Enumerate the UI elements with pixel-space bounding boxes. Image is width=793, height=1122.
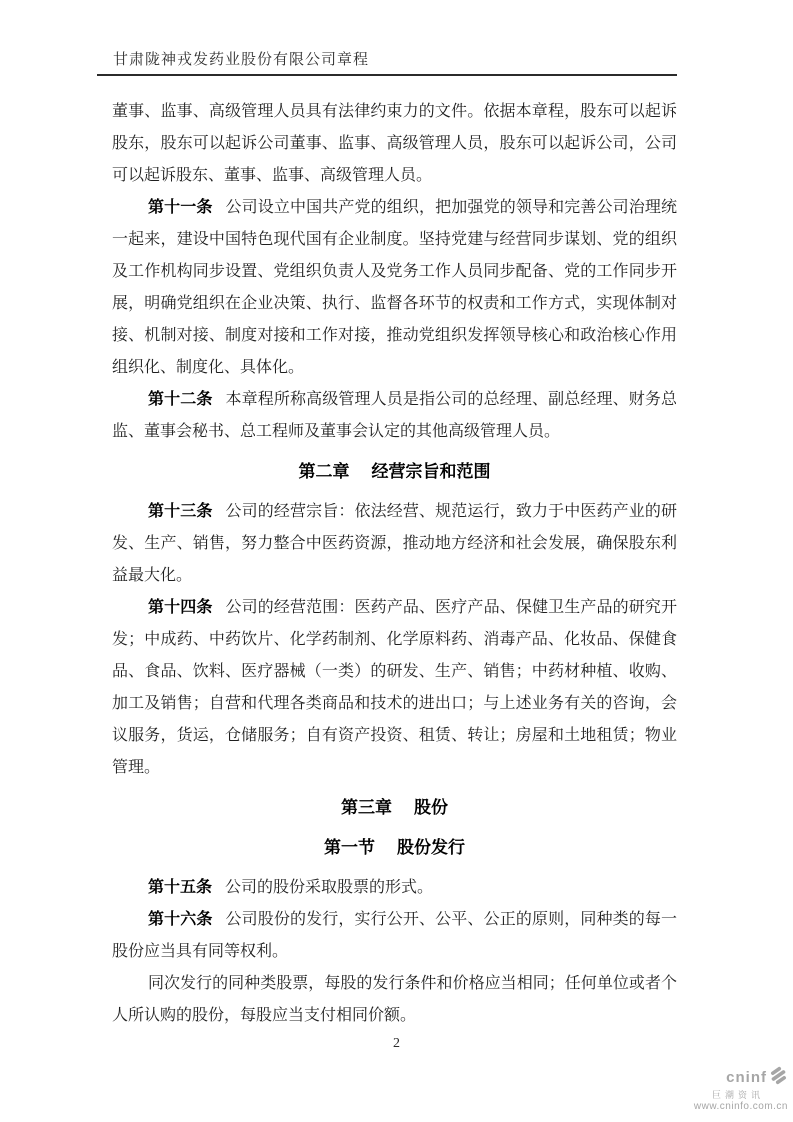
article-11 (112, 192, 677, 384)
cninfo-swirl-icon (769, 1066, 788, 1089)
article-14 (112, 592, 677, 784)
chapter-3-title: 股份 (414, 798, 448, 817)
article-15-text: 公司的股份采取股票的形式。 (225, 879, 434, 896)
chapter-2-title: 经营宗旨和范围 (371, 462, 491, 481)
article-12-number: 第十二条 (148, 391, 213, 408)
article-16 (112, 904, 677, 968)
article-15-number: 第十五条 (148, 879, 213, 896)
document-header (97, 0, 677, 76)
article-13-number: 第十三条 (148, 503, 213, 520)
article-12 (112, 384, 677, 448)
page-number: 2 (393, 1036, 400, 1051)
article-12-text: 本章程所称高级管理人员是指公司的总经理、副总经理、财务总监、董事会秘书、总工程师及董事会认定的其他高级管理人员。 (112, 391, 677, 440)
cninfo-chinese-name: 巨潮资讯 (711, 1090, 764, 1100)
section-1-title: 股份发行 (397, 838, 465, 857)
chapter-3-heading (112, 792, 677, 824)
header-rule (97, 74, 677, 76)
article-16-number: 第十六条 (148, 911, 213, 928)
article-16-text: 公司股份的发行，实行公开、公平、公正的原则，同种类的每一股份应当具有同等权利。 (112, 911, 677, 960)
document-body (112, 96, 677, 1032)
paragraph-same-issue: 同次发行的同种类股票，每股的发行条件和价格应当相同；任何单位或者个人所认购的股份，每股应当支付相同价额。 (112, 975, 677, 1024)
cninfo-url: www.cninfo.com.cn (693, 1101, 788, 1112)
article-15 (112, 872, 677, 904)
article-14-text: 公司的经营范围：医药产品、医疗产品、保健卫生产品的研究开发；中成药、中药饮片、化学药制剂、化学原料药、消毒产品、化妆品、保健食品、食品、饮料、医疗器械（一类）的研发、生产、销售；中药材种植、收购、加工及销售；自营和代理各类商品和技术的进出口；与上述业务有关的咨询，会议服务，货运，仓储服务；自有资产投资、租赁、转让；房屋和土地租赁；物业管理。 (112, 599, 677, 776)
chapter-2-number: 第二章 (298, 462, 350, 481)
section-1-heading (112, 832, 677, 864)
document-header-title: 甘肃陇神戎发药业股份有限公司章程 (113, 52, 370, 68)
cninfo-brand-row (694, 1066, 788, 1089)
article-13 (112, 496, 677, 592)
paragraph-continuation: 董事、监事、高级管理人员具有法律约束力的文件。依据本章程，股东可以起诉股东，股东可以起诉公司董事、监事、高级管理人员，股东可以起诉公司，公司可以起诉股东、董事、监事、高级管理人员。 (112, 103, 677, 184)
cninfo-brand-text: cninf (726, 1069, 767, 1086)
article-14-number: 第十四条 (148, 599, 213, 616)
chapter-2-heading (112, 456, 677, 488)
cninfo-watermark (694, 1066, 788, 1112)
article-11-number: 第十一条 (148, 199, 213, 216)
article-11-text: 公司设立中国共产党的组织，把加强党的领导和完善公司治理统一起来，建设中国特色现代国有企业制度。坚持党建与经营同步谋划、党的组织及工作机构同步设置、党组织负责人及党务工作人员同步配备、党的工作同步开展，明确党组织在企业决策、执行、监督各环节的权责和工作方式，实现体制对接、机制对接、制度对接和工作对接，推动党组织发挥领导核心和政治核心作用组织化、制度化、具体化。 (112, 199, 677, 376)
article-13-text: 公司的经营宗旨：依法经营、规范运行，致力于中医药产业的研发、生产、销售，努力整合中医药资源，推动地方经济和社会发展，确保股东利益最大化。 (112, 503, 677, 584)
section-1-number: 第一节 (324, 838, 375, 857)
chapter-3-number: 第三章 (341, 798, 392, 817)
